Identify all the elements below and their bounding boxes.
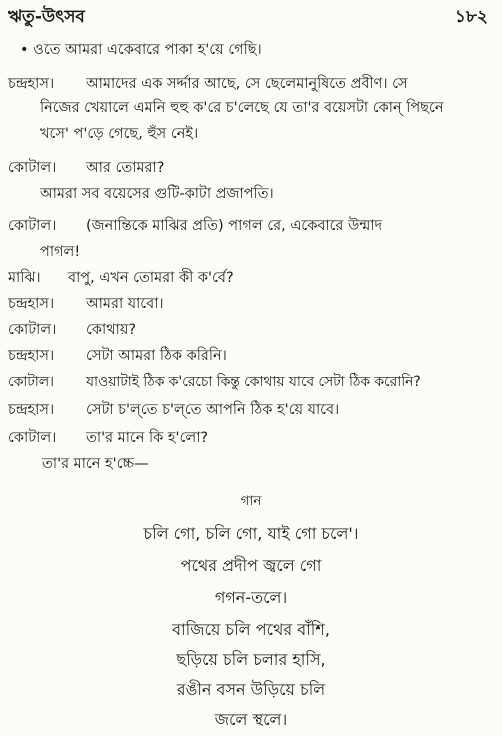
dialogue-text: আমরা যাবো। <box>86 296 164 312</box>
speaker-label: চন্দ্রহাস। <box>8 348 55 364</box>
dialogue-line <box>8 158 164 178</box>
speaker-label: কোটাল। <box>8 374 54 390</box>
dialogue-text: তা'র মানে হ'চ্চে— <box>42 456 149 472</box>
dialogue-line <box>8 216 382 236</box>
speaker-label: কোটাল। <box>8 160 57 176</box>
page-header <box>8 4 488 30</box>
song-line: গগন-তলে। <box>214 588 288 607</box>
dialogue-text: তা'র মানে কি হ'লো? <box>86 430 209 446</box>
dialogue-line <box>40 98 444 118</box>
dialogue-text: সেটা চ'ল্‌তে চ'ল্‌তে আপনি ঠিক হ'য়ে যাবে। <box>86 402 340 418</box>
dialogue-text: যাওয়াটাই ঠিক ক'রেচো কিন্তু কোথায় যাবে সেটা ঠিক করোনি? <box>86 374 421 390</box>
song-line: জলে স্থলে। <box>214 710 288 729</box>
song-line: চলি গো, চলি গো, যাই গো চলে'। <box>143 524 359 543</box>
speaker-label: চন্দ্রহাস। <box>8 76 55 92</box>
dialogue-line <box>8 294 164 314</box>
dialogue-text: নিজের খেয়ালে এমনি হুহু ক'রে চ'লেছে যে তা'র বয়েসটা কোন্ পিছনে <box>40 100 444 116</box>
speaker-label: চন্দ্রহাস। <box>8 402 55 418</box>
running-title: ঋতু-উৎসব <box>8 7 85 27</box>
dialogue-text: আর তোমরা? <box>86 160 165 176</box>
song-line: রঙীন বসন উড়িয়ে চলি <box>176 680 326 699</box>
dialogue-line <box>8 268 234 288</box>
speaker-label: চন্দ্রহাস। <box>8 296 55 312</box>
dialogue-text: • ওতে আমরা একেবারে পাকা হ'য়ে গেছি। <box>20 42 262 58</box>
speaker-label: কোটাল। <box>8 430 57 446</box>
song-line: বাজিয়ে চলি পথের বাঁশি, <box>172 620 330 639</box>
speaker-label: কোটাল। <box>8 218 57 234</box>
dialogue-line <box>8 346 227 366</box>
dialogue-text: কোথায়? <box>86 322 137 338</box>
dialogue-line <box>8 400 339 420</box>
song-title: গান <box>240 493 262 509</box>
dialogue-line <box>8 372 421 392</box>
dialogue-text: বাপু, এখন তোমরা কী ক'র্বে? <box>68 270 234 286</box>
page-number: ১৮২ <box>454 7 488 27</box>
speaker-label: কোটাল। <box>8 322 57 338</box>
dialogue-text: খসে' প'ড়ে গেছে, হুঁস নেই। <box>40 126 199 142</box>
dialogue-text: আমাদের এক সর্দ্দার আছে, সে ছেলেমানুষিতে প্রবীণ। সে <box>86 76 408 92</box>
dialogue-line <box>40 242 80 262</box>
dialogue-line <box>20 40 262 60</box>
speaker-label: মাঝি। <box>8 270 41 286</box>
dialogue-line <box>8 428 208 448</box>
dialogue-text: পাগল! <box>40 244 81 260</box>
dialogue-line <box>8 320 136 340</box>
dialogue-line <box>40 124 198 144</box>
dialogue-line <box>42 454 149 474</box>
dialogue-text: সেটা আমরা ঠিক করিনি। <box>86 348 227 364</box>
dialogue-line <box>40 184 274 204</box>
dialogue-line <box>8 74 408 94</box>
song-line: ছড়িয়ে চলি চলার হাসি, <box>176 650 326 669</box>
dialogue-text: আমরা সব বয়েসের গুটি-কাটা প্রজাপতি। <box>40 186 274 202</box>
song-line: পথের প্রদীপ জ্বলে গো <box>180 556 322 575</box>
dialogue-text: (জনান্তিকে মাঝির প্রতি) পাগল রে, একেবারে উন্মাদ <box>86 218 383 234</box>
